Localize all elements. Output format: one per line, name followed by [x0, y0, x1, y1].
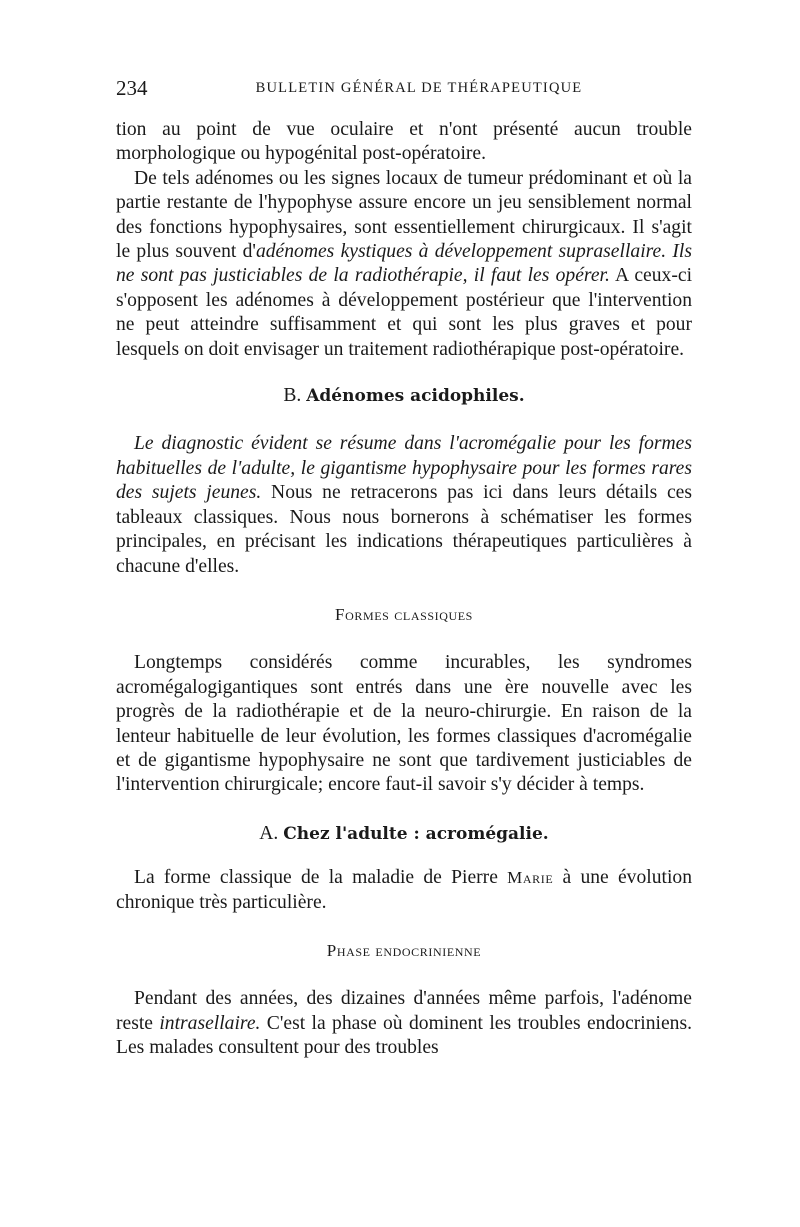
section-b-prefix: B.	[283, 385, 307, 407]
paragraph-2	[116, 167, 692, 362]
paragraph-3	[116, 432, 692, 578]
author-name-marie: Marie	[507, 868, 554, 888]
section-b-title: Adénomes acidophiles.	[306, 386, 525, 407]
paragraph-2-italic: adénomes kystiques à développement suprasellaire. Ils ne sont pas justiciables de la radiothérapie, il faut les opérer.	[116, 241, 693, 287]
paragraph-5	[116, 866, 692, 915]
paragraph-5-text-b: à une évolution chronique très particulière.	[116, 867, 692, 913]
paragraph-6-italic: intrasellaire.	[159, 1012, 261, 1034]
page-number: 234	[116, 76, 148, 100]
paragraph-1	[116, 118, 692, 167]
paragraph-1-text: tion au point de vue oculaire et n'ont présenté aucun trouble morphologique ou hypogénital post-opératoire.	[116, 119, 692, 165]
paragraph-6	[116, 987, 692, 1060]
paragraph-3-italic: Le diagnostic évident se résume dans l'acromégalie pour les formes habituelles de l'adulte, le gigantisme hypophysaire pour les formes rares des sujets jeunes.	[116, 433, 692, 504]
paragraph-3-text: Nous ne retracerons pas ici dans leurs détails ces tableaux classiques. Nous nous bornerons à schématiser les formes principales, en précisant les indications thérapeutiques particulières à chacune d'elles.	[116, 482, 692, 577]
paragraph-6-text-b: C'est la phase où dominent les troubles endocriniens. Les malades consultent pour des troubles	[116, 1012, 692, 1059]
section-heading-a	[116, 822, 692, 846]
section-a-title: Chez l'adulte : acromégalie.	[283, 823, 549, 844]
heading-formes-classiques: Formes classiques	[335, 604, 473, 624]
paragraph-4	[116, 651, 692, 797]
paragraph-6-text-a: Pendant des années, des dizaines d'années même parfois, l'adénome reste	[116, 988, 692, 1034]
paragraph-5-text-a: La forme classique de la maladie de Pierre	[134, 867, 508, 889]
heading-phase-endocrinienne: Phase endocrinienne	[326, 940, 482, 960]
section-a-prefix: A.	[259, 822, 284, 844]
paragraph-2-text-b: A ceux-ci s'opposent les adénomes à développement postérieur que l'intervention ne peut atteindre suffisamment et qui sont les plus graves et pour lesquels on doit envisager un traitement radiothérapique post-opératoire.	[116, 265, 693, 360]
page-body	[116, 118, 692, 1061]
section-heading-b	[116, 384, 692, 408]
paragraph-4-text: Longtemps considérés comme incurables, les syndromes acromégalogigantiques sont entrés dans une ère nouvelle avec les progrès de la radiothérapie et de la neuro-chirurgie. En raison de la lenteur habituelle de leur évolution, les formes classiques d'acromégalie et de gigantisme hypophysaire ne sont que tardivement justiciables de l'intervention chirurgicale; encore faut-il savoir s'y décider à temps.	[116, 652, 692, 796]
running-title: BULLETIN GÉNÉRAL DE THÉRAPEUTIQUE	[255, 80, 583, 96]
page-header	[116, 76, 692, 102]
paragraph-2-text-a: De tels adénomes ou les signes locaux de tumeur prédominant et où la partie restante de l'hypophyse assure encore un jeu sensiblement normal des fonctions hypophysaires, sont essentiellement chirurgicaux. Il s'agit le plus souvent d'	[116, 167, 692, 263]
